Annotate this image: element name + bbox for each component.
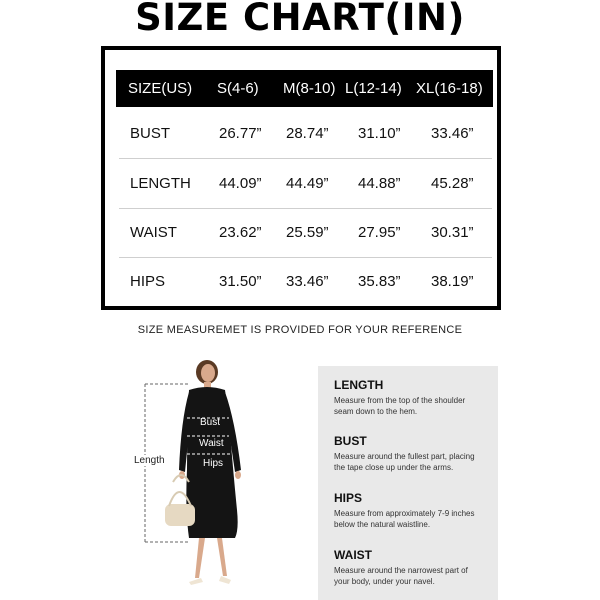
table-cell: 23.62”	[219, 224, 262, 241]
table-row	[116, 159, 493, 208]
guide-length-text-2: seam down to the hem.	[334, 407, 418, 416]
table-cell: 44.88”	[358, 175, 401, 192]
table-cell: 33.46”	[431, 125, 474, 142]
header-size-us: SIZE(US)	[128, 80, 193, 97]
table-cell: 38.19”	[431, 273, 474, 290]
table-row	[116, 257, 493, 306]
table-cell: 30.31”	[431, 224, 474, 241]
guide-waist-text-1: Measure around the narrowest part of	[334, 566, 468, 575]
reference-note: SIZE MEASUREMET IS PROVIDED FOR YOUR REFERENCE	[137, 324, 463, 336]
length-label: Length	[134, 455, 165, 466]
table-cell: 44.09”	[219, 175, 262, 192]
table-row	[116, 109, 493, 158]
guide-bust-title: BUST	[334, 434, 367, 448]
guide-bust-text-2: the tape close up under the arms.	[334, 463, 454, 472]
table-cell: 31.50”	[219, 273, 262, 290]
header-size-s: S(4-6)	[217, 80, 259, 97]
guide-waist-text-2: your body, under your navel.	[334, 577, 435, 586]
header-size-xl: XL(16-18)	[416, 80, 483, 97]
page-title: SIZE CHART(IN)	[135, 0, 465, 39]
table-cell: 27.95”	[358, 224, 401, 241]
header-size-m: M(8-10)	[283, 80, 336, 97]
row-label: HIPS	[130, 273, 166, 290]
guide-hips-text-2: below the natural waistline.	[334, 520, 431, 529]
measurement-guide	[318, 366, 498, 600]
table-cell: 26.77”	[219, 125, 262, 142]
waist-label: Waist	[199, 438, 224, 449]
row-label: BUST	[130, 125, 171, 142]
guide-hips-title: HIPS	[334, 491, 363, 505]
row-label: LENGTH	[130, 175, 191, 192]
hips-label: Hips	[203, 458, 224, 469]
model-illustration	[125, 360, 275, 600]
bust-label: Bust	[200, 417, 221, 428]
table-cell: 25.59”	[286, 224, 329, 241]
table-cell: 35.83”	[358, 273, 401, 290]
size-chart-table	[101, 46, 501, 310]
guide-hips-text-1: Measure from approximately 7-9 inches	[334, 509, 475, 518]
table-row	[116, 208, 493, 257]
table-cell: 45.28”	[431, 175, 474, 192]
table-cell: 44.49”	[286, 175, 329, 192]
guide-length-title: LENGTH	[334, 378, 384, 392]
table-header	[116, 70, 493, 107]
row-label: WAIST	[130, 224, 177, 241]
guide-waist-title: WAIST	[334, 548, 372, 562]
guide-length-text-1: Measure from the top of the shoulder	[334, 396, 466, 405]
table-cell: 28.74”	[286, 125, 329, 142]
model-figure	[125, 360, 275, 600]
table-cell: 33.46”	[286, 273, 329, 290]
guide-bust-text-1: Measure around the fullest part, placing	[334, 452, 475, 461]
header-size-l: L(12-14)	[345, 80, 402, 97]
table-cell: 31.10”	[358, 125, 401, 142]
